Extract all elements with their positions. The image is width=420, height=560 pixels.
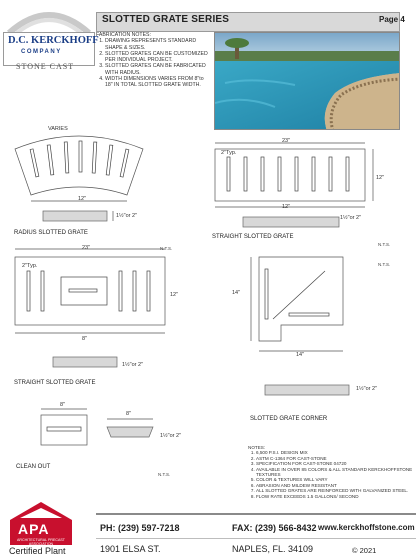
cleanout-outline: [41, 415, 87, 445]
cleanout-nts: N.T.S.: [158, 472, 171, 477]
fabrication-note: 4. WIDTH DIMENSIONS VARIES FROM 8"to 18" IN TOTAL SLOTTED GRATE WIDTH.: [105, 76, 212, 89]
fabrication-note: 3. SLOTTED GRATES CAN BE FABRICATED WITH RADIUS.: [105, 63, 212, 76]
note-item: 3. SPECIFICATION FOR CAST-STONE 04720: [256, 461, 416, 466]
fabrication-note: 2. SLOTTED GRATES CAN BE CUSTOMIZED PER INDIVIDUAL PROJECT.: [105, 51, 212, 64]
caption-cleanout: CLEAN OUT: [16, 464, 51, 470]
phone: PH: (239) 597-7218: [100, 523, 180, 533]
caption-straight-1: STRAIGHT SLOTTED GRATE: [212, 234, 294, 240]
pool-photo-image: [215, 33, 400, 130]
note-item: 8. FLOW RATE EXCEEDS 1.5 GALLONS/ SECOND: [256, 494, 416, 499]
fax: FAX: (239) 566-8432: [232, 523, 317, 533]
logo-name: D.C. KERCKHOFF: [8, 35, 99, 46]
straight-grate-2-outline: [15, 257, 165, 325]
straight1-width: 23": [282, 138, 291, 144]
straight1-height: 12": [376, 175, 385, 181]
note-item: 6. ABRASION AND MILDEW RESISTANT: [256, 483, 416, 488]
page-title: SLOTTED GRATE SERIES: [102, 14, 230, 25]
fabrication-notes: [96, 32, 212, 130]
caption-radius: RADIUS SLOTTED GRATE: [14, 230, 88, 236]
caption-corner: SLOTTED GRATE CORNER: [250, 416, 328, 422]
note-item: 2. ASTM C-1364 FOR CAST-STONE: [256, 456, 416, 461]
caption-straight-2: STRAIGHT SLOTTED GRATE: [14, 380, 96, 386]
corner-nts: N.T.S.: [378, 262, 391, 267]
straight2-height: 12": [170, 292, 179, 298]
pool-photo: [214, 32, 400, 130]
page-number: Page 4: [379, 15, 405, 24]
technical-drawings: [3, 129, 416, 492]
straight2-dim: 8": [82, 336, 88, 342]
cleanout-thickness: 1½"or 2": [160, 433, 182, 439]
copyright: © 2021: [352, 546, 377, 555]
note-item: 7. ALL SLOTTED GRATES ARE REINFORCED WITH GALVANIZED STEEL.: [256, 488, 416, 493]
corner-grate-outline: [259, 257, 343, 341]
straight-grate-outline: [215, 149, 365, 201]
radius-dim: 12": [78, 196, 87, 202]
city-address: NAPLES, FL. 34109: [232, 544, 314, 554]
straight2-typ: 2"Typ.: [22, 263, 38, 269]
corner-height: 14": [232, 290, 241, 296]
corner-thickness: 1½"or 2": [356, 386, 378, 392]
straight2-thickness: 1½"or 2": [122, 362, 144, 368]
apa-subtext: ARCHITECTURAL PRECAST ASSOCIATION: [17, 538, 65, 546]
straight1-dim: 12": [282, 204, 291, 210]
cleanout-dim-2: 8": [126, 411, 132, 417]
logo-arch-icon: [3, 3, 95, 33]
straight2-width: 23": [82, 245, 91, 251]
footer-divider-2: [96, 538, 416, 539]
radius-varies-label: VARIES: [48, 126, 68, 132]
fabrication-note: 1. DRAWING REPRESENTS STANDARD SHAPE & SIZES.: [105, 38, 212, 51]
radius-dim-thickness: 1½"or 2": [116, 213, 138, 219]
straight1-thickness: 1½"or 2": [340, 215, 362, 221]
corner-width: 14": [296, 352, 305, 358]
cleanout-dim: 8": [60, 402, 66, 408]
logo-tagline: STONE CAST: [16, 62, 75, 71]
straight1-nts: N.T.S.: [378, 242, 391, 247]
street-address: 1901 ELSA ST.: [100, 544, 161, 554]
straight1-typ: 2"Typ.: [221, 150, 237, 156]
general-notes: [248, 445, 416, 535]
straight2-nts: N.T.S.: [160, 246, 173, 251]
apa-text: APA: [18, 521, 50, 537]
certified-plant: Certified Plant: [9, 546, 66, 556]
note-item: 4. AVAILABLE IN OVER 85 COLORS & ALL STANDARD KERCKHOFFSTONE TEXTURES: [256, 467, 416, 478]
notes-title: NOTES:: [248, 445, 266, 450]
logo-company: COMPANY: [21, 49, 62, 55]
note-item: 5. COLOR & TEXTURES WILL VARY: [256, 477, 416, 482]
footer-divider: [96, 513, 416, 515]
note-item: 1. 6,500 P.S.I. DESIGN MIX: [256, 450, 416, 455]
fabrication-notes-title: FABRICATION NOTES:: [96, 32, 151, 38]
website-link[interactable]: www.kerckhoffstone.com: [318, 523, 415, 532]
